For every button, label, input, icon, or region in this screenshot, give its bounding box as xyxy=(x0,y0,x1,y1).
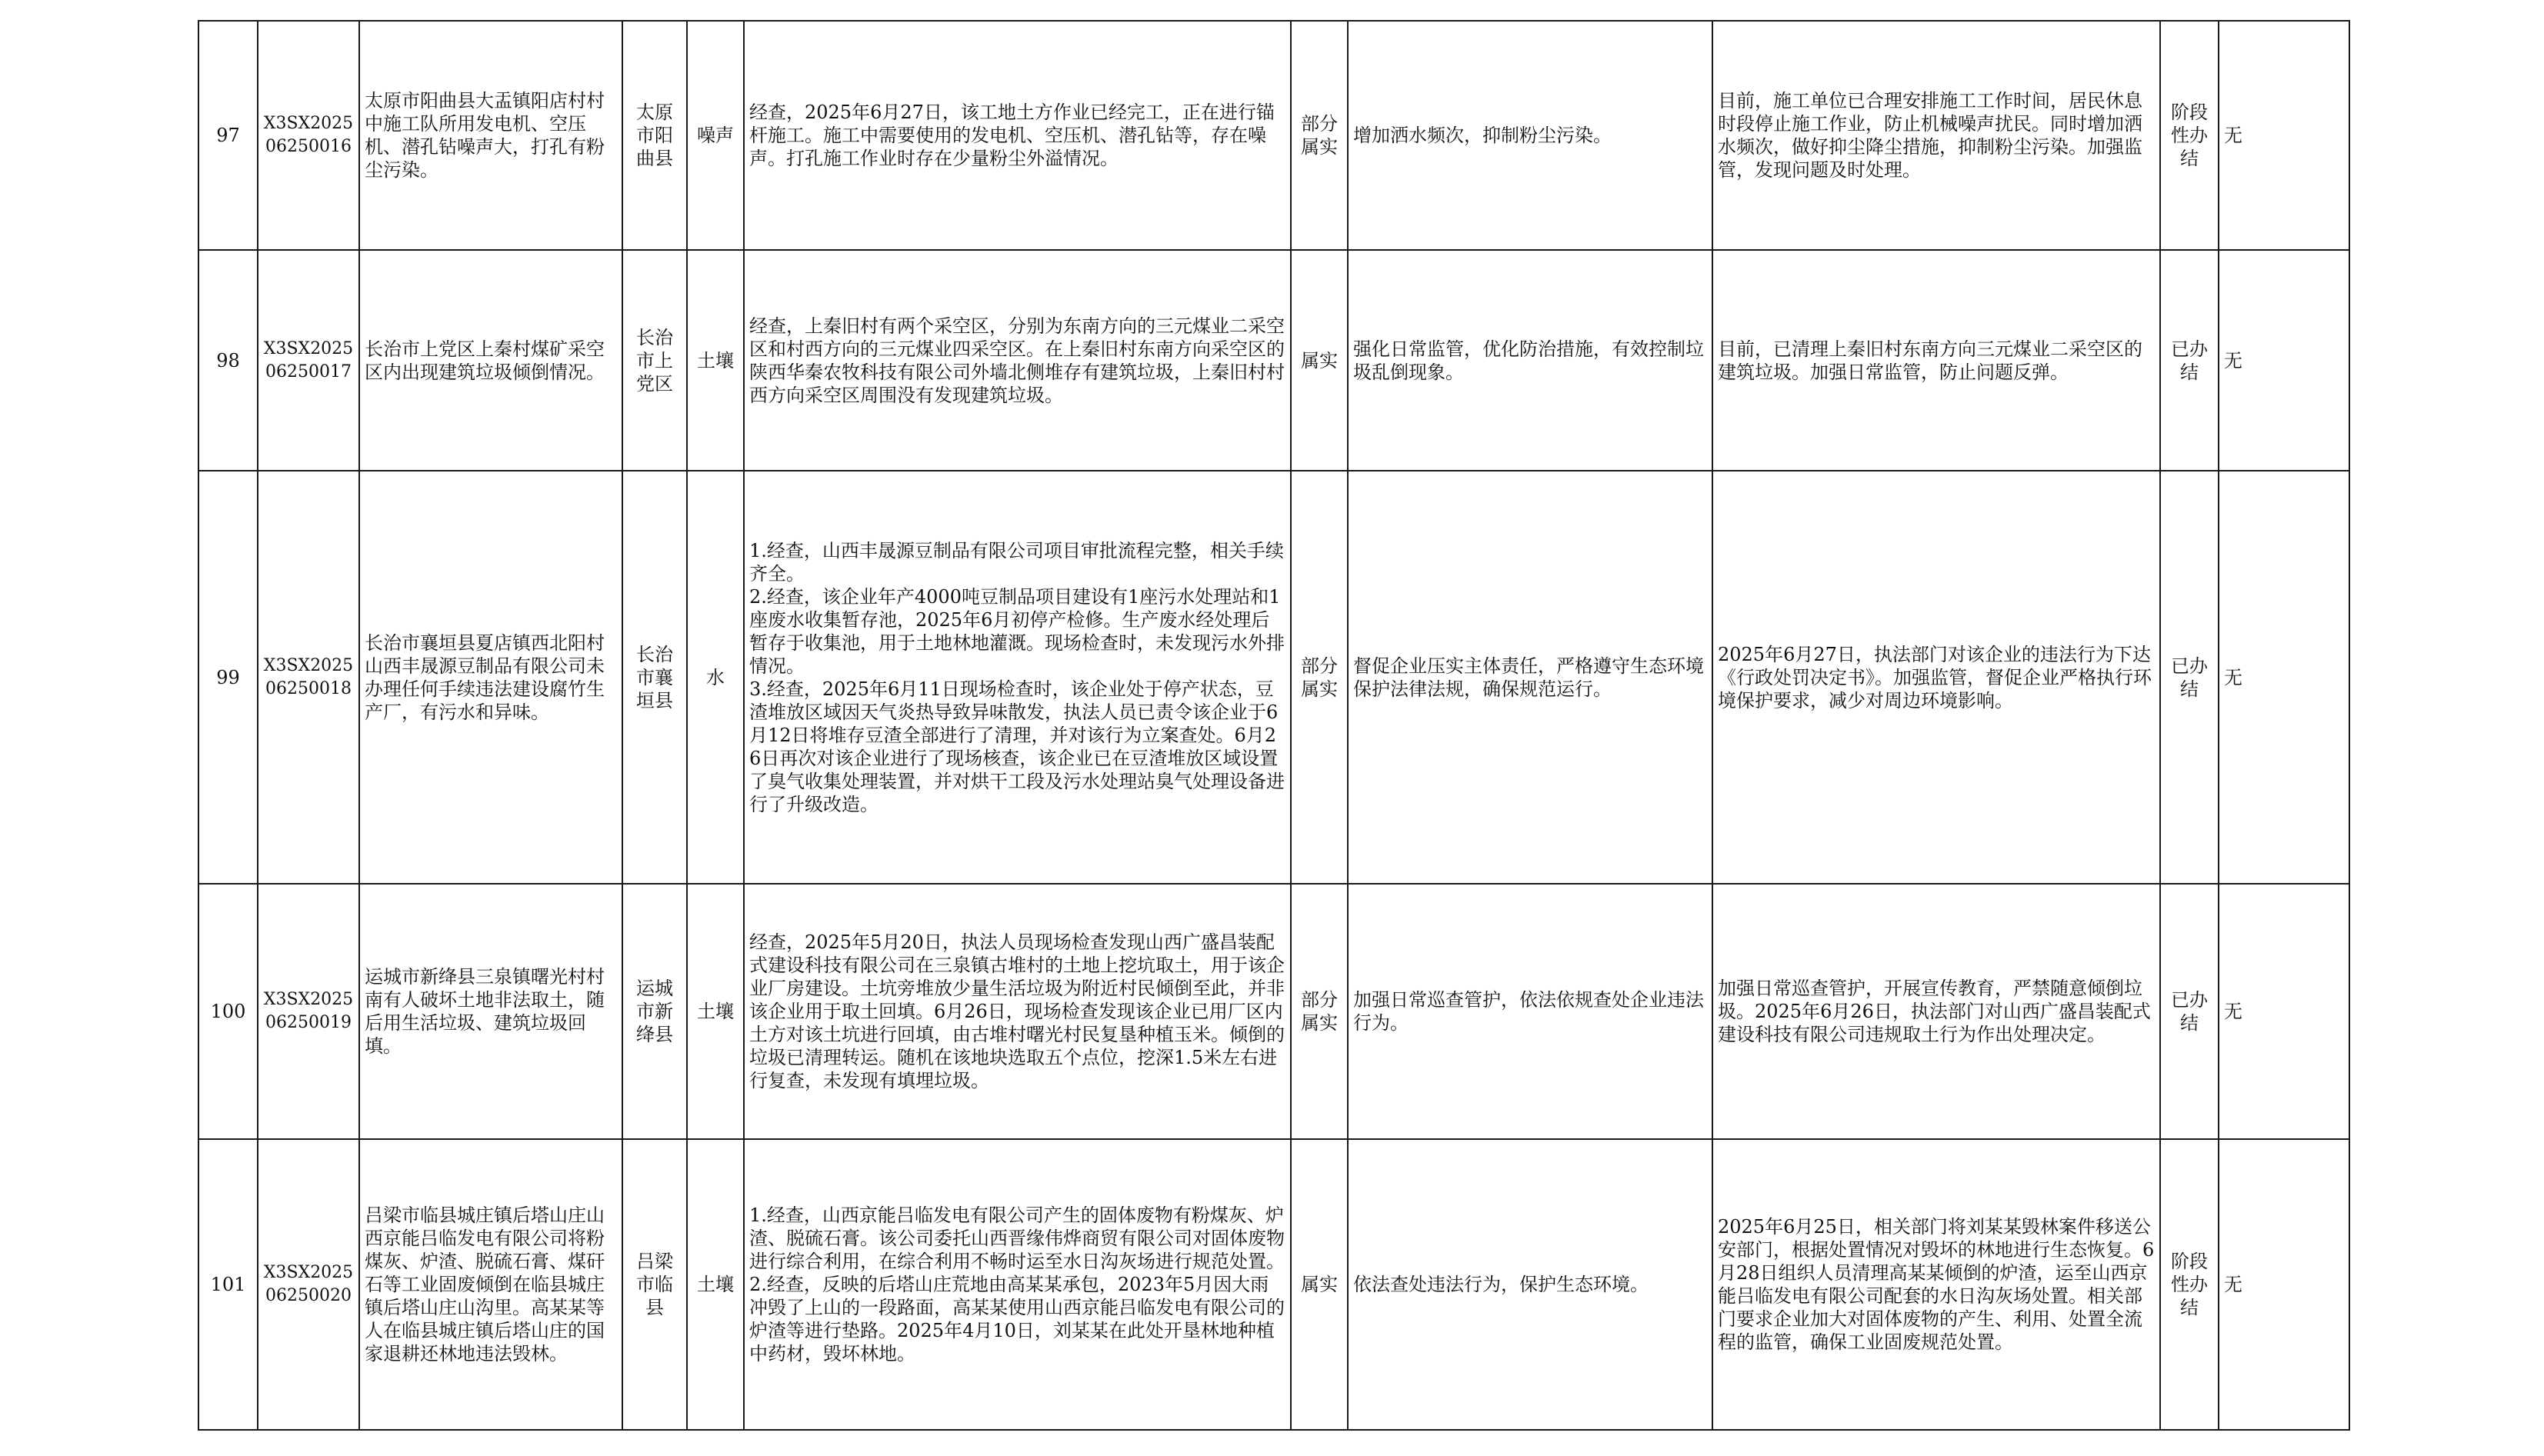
case-code: X3SX2025 06250020 xyxy=(258,1139,359,1430)
case-code: X3SX2025 06250018 xyxy=(258,471,359,884)
table-row xyxy=(198,250,2349,471)
admin-area: 运城市新绛县 xyxy=(622,884,687,1139)
completion-status: 已办结 xyxy=(2160,250,2219,471)
investigation-finding: 经查，2025年5月20日，执法人员现场检查发现山西广盛昌装配式建设科技有限公司在三泉镇古堆村的土地上挖坑取土，用于该企业厂房建设。土坑旁堆放少量生活垃圾为附近村民倾倒至此，并非该企业用于取土回填。6月26日，现场检查发现该企业已用厂区内土方对该土坑进行回填，由古堆村曙光村民复垦种植玉米。倾倒的垃圾已清理转运。随机在该地块选取五个点位，挖深1.5米左右进行复查，未发现有填埋垃圾。 xyxy=(744,884,1291,1139)
petition-table xyxy=(198,20,2350,1431)
case-code: X3SX2025 06250019 xyxy=(258,884,359,1139)
handling-measure: 增加洒水频次，抑制粉尘污染。 xyxy=(1348,21,1712,250)
verification-result: 部分属实 xyxy=(1291,471,1348,884)
handling-measure: 强化日常监管，优化防治措施，有效控制垃圾乱倒现象。 xyxy=(1348,250,1712,471)
rectification-progress: 目前，施工单位已合理安排施工工作时间，居民休息时段停止施工作业，防止机械噪声扰民。同时增加洒水频次，做好抑尘降尘措施，抑制粉尘污染。加强监管，发现问题及时处理。 xyxy=(1712,21,2160,250)
accountability-remark: 无 xyxy=(2219,884,2349,1139)
accountability-remark: 无 xyxy=(2219,1139,2349,1430)
complaint-content: 长治市襄垣县夏店镇西北阳村山西丰晟源豆制品有限公司未办理任何手续违法建设腐竹生产厂，有污水和异味。 xyxy=(359,471,622,884)
admin-area: 太原市阳曲县 xyxy=(622,21,687,250)
rectification-progress: 2025年6月27日，执法部门对该企业的违法行为下达《行政处罚决定书》。加强监管，督促企业严格执行环境保护要求，减少对周边环境影响。 xyxy=(1712,471,2160,884)
handling-measure: 加强日常巡查管护，依法依规查处企业违法行为。 xyxy=(1348,884,1712,1139)
case-code: X3SX2025 06250016 xyxy=(258,21,359,250)
pollution-type: 水 xyxy=(687,471,744,884)
handling-measure: 督促企业压实主体责任，严格遵守生态环境保护法律法规，确保规范运行。 xyxy=(1348,471,1712,884)
admin-area: 长治市襄垣县 xyxy=(622,471,687,884)
complaint-content: 长治市上党区上秦村煤矿采空区内出现建筑垃圾倾倒情况。 xyxy=(359,250,622,471)
row-number: 97 xyxy=(198,21,258,250)
table-body xyxy=(198,21,2349,1430)
investigation-finding: 1.经查，山西京能吕临发电有限公司产生的固体废物有粉煤灰、炉渣、脱硫石膏。该公司委托山西晋缘伟烨商贸有限公司对固体废物进行综合利用，在综合利用不畅时运至水日沟灰场进行规范处置。 2.经查，反映的后塔山庄荒地由高某某承包，2023年5月因大雨冲毁了上山的一段路面，高某某使用山西京能吕临发电有限公司的炉渣等进行垫路。2025年4月10日，刘某某在此处开垦林地种植中药材，毁坏林地。 xyxy=(744,1139,1291,1430)
complaint-content: 运城市新绛县三泉镇曙光村村南有人破坏土地非法取土，随后用生活垃圾、建筑垃圾回填。 xyxy=(359,884,622,1139)
admin-area: 吕梁市临县 xyxy=(622,1139,687,1430)
verification-result: 部分属实 xyxy=(1291,21,1348,250)
accountability-remark: 无 xyxy=(2219,250,2349,471)
rectification-progress: 2025年6月25日，相关部门将刘某某毁林案件移送公安部门，根据处置情况对毁坏的林地进行生态恢复。6月28日组织人员清理高某某倾倒的炉渣，运至山西京能吕临发电有限公司配套的水日沟灰场处置。相关部门要求企业加大对固体废物的产生、利用、处置全流程的监管，确保工业固废规范处置。 xyxy=(1712,1139,2160,1430)
accountability-remark: 无 xyxy=(2219,471,2349,884)
rectification-progress: 加强日常巡查管护，开展宣传教育，严禁随意倾倒垃圾。2025年6月26日，执法部门对山西广盛昌装配式建设科技有限公司违规取土行为作出处理决定。 xyxy=(1712,884,2160,1139)
handling-measure: 依法查处违法行为，保护生态环境。 xyxy=(1348,1139,1712,1430)
rectification-progress: 目前，已清理上秦旧村东南方向三元煤业二采空区的建筑垃圾。加强日常监管，防止问题反弹。 xyxy=(1712,250,2160,471)
investigation-finding: 经查，2025年6月27日，该工地土方作业已经完工，正在进行锚杆施工。施工中需要使用的发电机、空压机、潜孔钻等，存在噪声。打孔施工作业时存在少量粉尘外溢情况。 xyxy=(744,21,1291,250)
complaint-content: 吕梁市临县城庄镇后塔山庄山西京能吕临发电有限公司将粉煤灰、炉渣、脱硫石膏、煤矸石等工业固废倾倒在临县城庄镇后塔山庄山沟里。高某某等人在临县城庄镇后塔山庄的国家退耕还林地违法毁林。 xyxy=(359,1139,622,1430)
complaint-content: 太原市阳曲县大盂镇阳店村村中施工队所用发电机、空压机、潜孔钻噪声大，打孔有粉尘污染。 xyxy=(359,21,622,250)
accountability-remark: 无 xyxy=(2219,21,2349,250)
row-number: 98 xyxy=(198,250,258,471)
verification-result: 属实 xyxy=(1291,250,1348,471)
table-row xyxy=(198,884,2349,1139)
row-number: 101 xyxy=(198,1139,258,1430)
completion-status: 阶段性办结 xyxy=(2160,21,2219,250)
investigation-finding: 1.经查，山西丰晟源豆制品有限公司项目审批流程完整，相关手续齐全。 2.经查，该企业年产4000吨豆制品项目建设有1座污水处理站和1座废水收集暂存池，2025年6月初停产检修。生产废水经处理后暂存于收集池，用于土地林地灌溉。现场检查时，未发现污水外排情况。 3.经查，2025年6月11日现场检查时，该企业处于停产状态，豆渣堆放区域因天气炎热导致异味散发，执法人员已责令该企业于6月12日将堆存豆渣全部进行了清理，并对该行为立案查处。6月26日再次对该企业进行了现场核查，该企业已在豆渣堆放区域设置了臭气收集处理装置，并对烘干工段及污水处理站臭气处理设备进行了升级改造。 xyxy=(744,471,1291,884)
verification-result: 属实 xyxy=(1291,1139,1348,1430)
row-number: 100 xyxy=(198,884,258,1139)
completion-status: 已办结 xyxy=(2160,884,2219,1139)
case-code: X3SX2025 06250017 xyxy=(258,250,359,471)
completion-status: 已办结 xyxy=(2160,471,2219,884)
pollution-type: 土壤 xyxy=(687,250,744,471)
investigation-finding: 经查，上秦旧村有两个采空区，分别为东南方向的三元煤业二采空区和村西方向的三元煤业四采空区。在上秦旧村东南方向采空区的陕西华秦农牧科技有限公司外墙北侧堆存有建筑垃圾，上秦旧村村西方向采空区周围没有发现建筑垃圾。 xyxy=(744,250,1291,471)
table-row xyxy=(198,21,2349,250)
verification-result: 部分属实 xyxy=(1291,884,1348,1139)
table-row xyxy=(198,1139,2349,1430)
table-row xyxy=(198,471,2349,884)
completion-status: 阶段性办结 xyxy=(2160,1139,2219,1430)
row-number: 99 xyxy=(198,471,258,884)
pollution-type: 噪声 xyxy=(687,21,744,250)
pollution-type: 土壤 xyxy=(687,1139,744,1430)
admin-area: 长治市上党区 xyxy=(622,250,687,471)
pollution-type: 土壤 xyxy=(687,884,744,1139)
